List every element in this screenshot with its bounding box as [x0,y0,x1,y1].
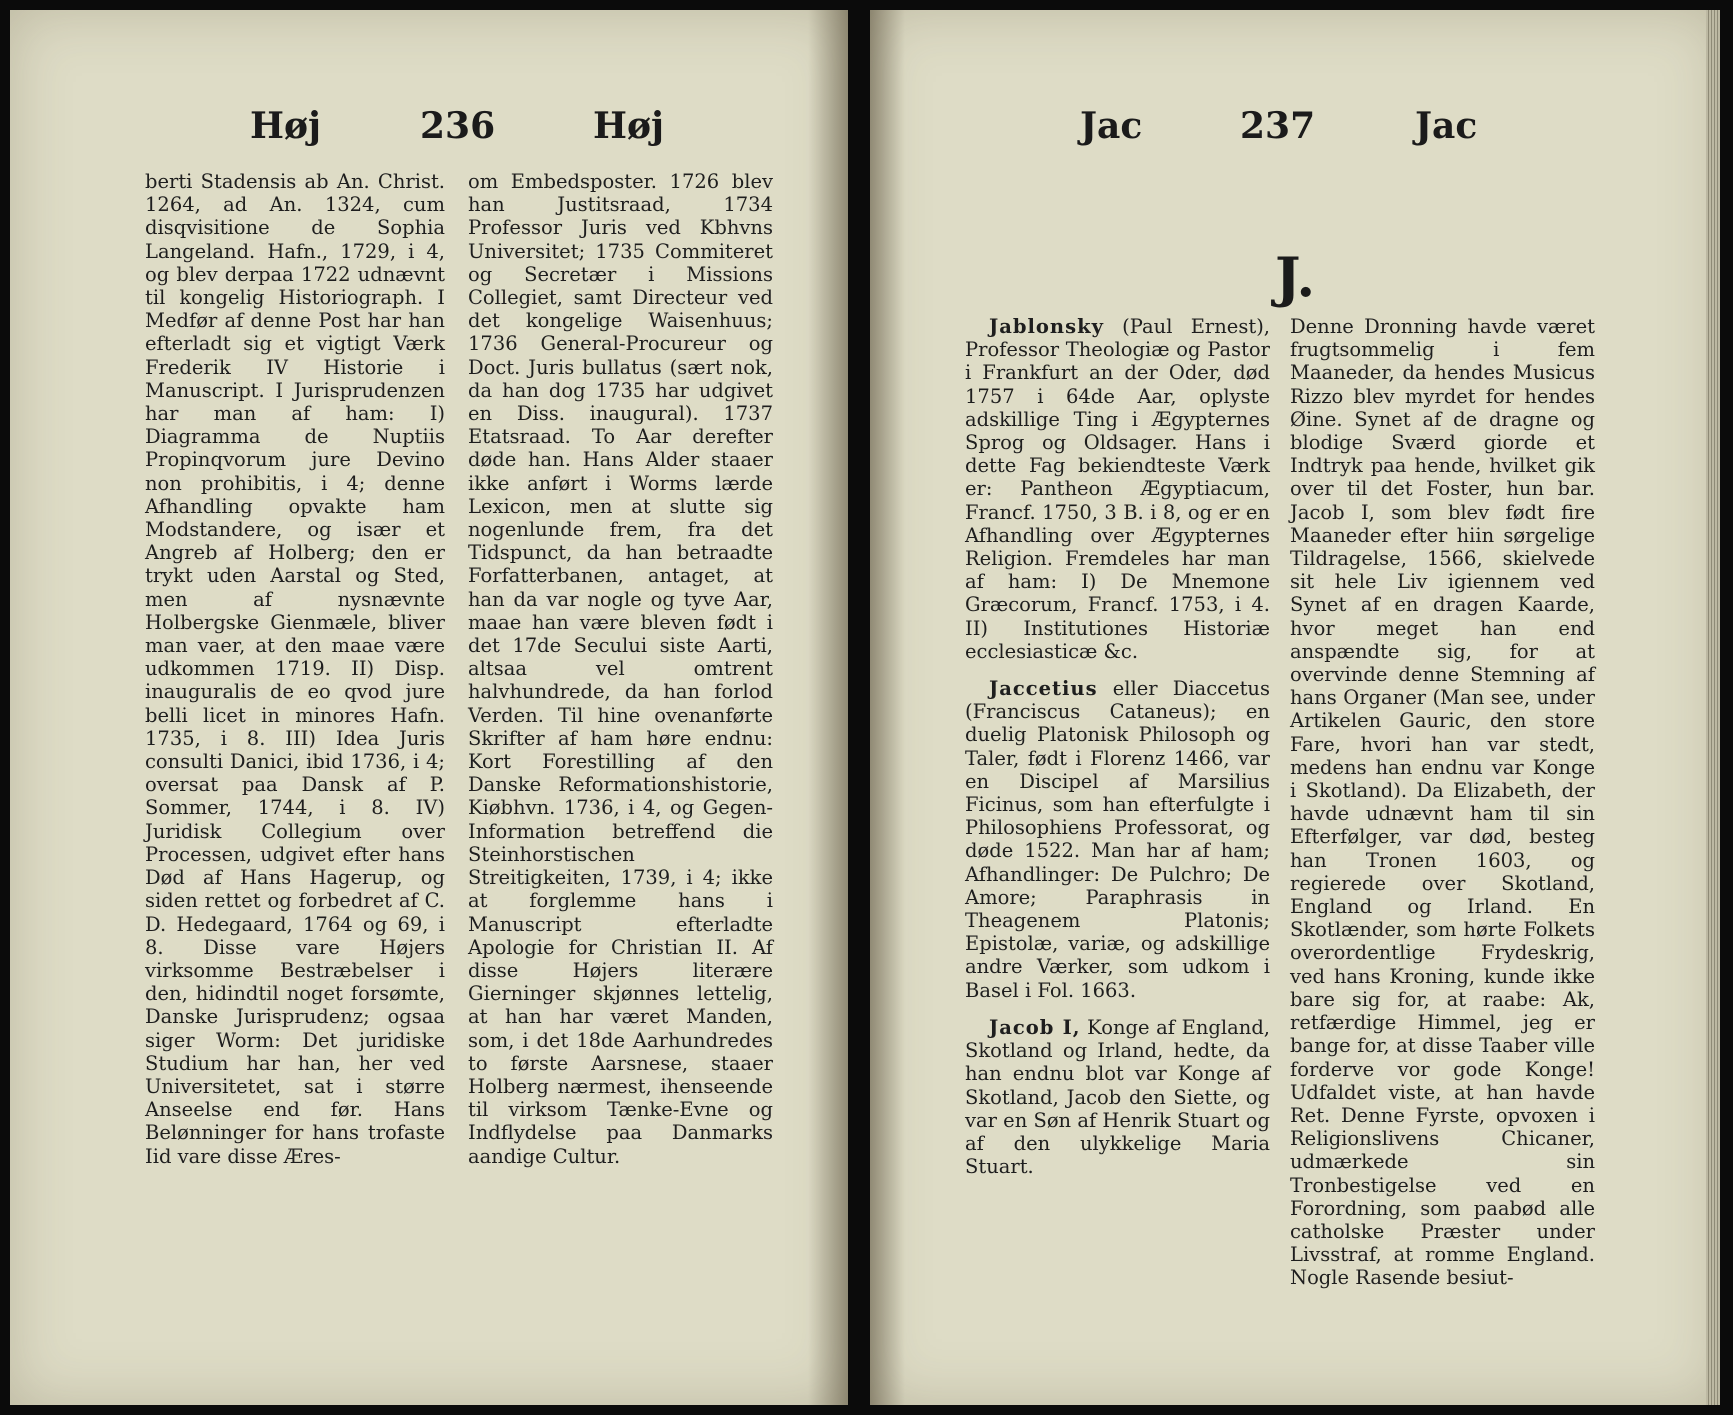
right-running-head [870,105,1720,155]
left-page-number: 236 [420,105,496,147]
right-head-keyword-left: Jac [1080,105,1143,147]
entry-jaccetius-text: eller Diaccetus (Franciscus Cataneus); en duelig Platonisk Philosoph og Taler, født i Florenz 1466, var en Discipel af Marsilius Ficinus, som han efterfulgte i Philosophiens Professorat, og døde 1522. Man har af ham; Afhandlinger: De Pulchro; De Amore; Paraphrasis in Theagenem Platonis; Epistolæ, variæ, og adskillige andre Værker, som udkom i Basel i Fol. 1663. [965,677,1270,1002]
entry-jablonsky [965,315,1270,663]
entry-jablonsky-text: (Paul Ernest), Professor Theologiæ og Pastor i Frankfurt an der Oder, død 1757 i 64de Aar, oplyste adskillige Ting i Ægypternes Sprog og Oldsager. Hans i dette Fag bekiendteste Værk er: Pantheon Ægyptiacum, Francf. 1750, 3 B. i 8, og er en Afhandling over Ægypternes Religion. Fremdeles har man af ham: I) De Mnemone Græcorum, Francf. 1753, i 4. II) Institutiones Historiæ ecclesiasticæ &c. [965,315,1270,663]
entry-jaccetius [965,677,1270,1002]
entry-jaccetius-headword: Jaccetius [989,677,1098,701]
left-col2-text: om Embedsposter. 1726 blev han Justitsraad, 1734 Professor Juris ved Kbhvns Universitet; 1735 Commiteret og Secretær i Missions Collegiet, samt Directeur ved det kongelige Waisenhuus; 1736 General-Procureur og Doct. Juris bullatus (sært nok, da han dog 1735 har udgivet en Diss. inaugural). 1737 Etatsraad. To Aar derefter døde han. Hans Alder staaer ikke anført i Worms lærde Lexicon, men at slutte sig nogenlunde frem, fra det Tidspunct, da han betraadte Forfatterbanen, antaget, at han da var nogle og tyve Aar, maae han være bleven født i det 17de Secului siste Aarti, altsaa vel omtrent halvhundrede, da han forlod Verden. Til hine ovenanførte Skrifter af ham høre endnu: Kort Forestilling af den Danske Reformationshistorie, Kiøbhvn. 1736, i 4, og Gegen-Information betreffend die Steinhorstischen Streitigkeiten, 1739, i 4; ikke at forglemme hans i Manuscript efterladte Apologie for Christian II. Af disse Højers literære Gierninger skjønnes lettelig, at han har været Manden, som, i det 18de Aarhundredes to første Aarsnese, staaer Holberg nærmest, ihenseende til virksom Tænke-Evne og Indflydelse paa Danmarks aandige Cultur. [468,170,773,1168]
left-running-head [10,105,848,155]
entry-jablonsky-headword: Jablonsky [989,315,1104,338]
left-page [10,10,848,1405]
entry-jacob-i-text: Konge af England, Skotland og Irland, hedte, da han endnu blot var Konge af Skotland, Jacob den Siette, og var en Søn af Henrik Stuart og af den ulykkelige Maria Stuart. [965,1015,1271,1179]
left-head-keyword-right: Høj [593,105,665,147]
left-page-column-1 [145,170,445,1182]
right-page [870,10,1720,1405]
left-page-column-2 [468,170,773,1182]
left-head-keyword-left: Høj [250,105,322,147]
right-head-keyword-right: Jac [1415,105,1478,147]
right-col2-text: Denne Dronning havde været frugtsommelig i fem Maaneder, da hendes Musicus Rizzo blev myrdet for hendes Øine. Synet af de dragne og blodige Sværd giorde et Indtryk paa hende, hvilket gik over til det Foster, hun bar. Jacob I, som blev født fire Maaneder efter hiin sørgelige Tildragelse, 1566, skielvede sit hele Liv igiennem ved Synet af en dragen Kaarde, hvor meget han end anspændte sig, for at overvinde denne Stemning af hans Organer (Man see, under Artikelen Gauric, den store Fare, hvori han var stedt, medens han endnu var Konge i Skotland). Da Elizabeth, der havde udnævnt ham til sin Efterfølger, var død, besteg han Tronen 1603, og regierede over Skotland, England og Irland. En Skotlænder, som hørte Folkets overordentlige Frydeskrig, ved hans Kroning, kunde ikke bare sig for, at raabe: Ak, retfærdige Himmel, jeg er bange for, at disse Taaber ville forderve vor gode Konge! Udfaldet viste, at han havde Ret. Denne Fyrste, opvoxen i Religionslivens Chicaner, udmærkede sin Tronbestigelse ved en Forordning, som paabød alle catholske Præster under Livsstraf, at romme England. Nogle Rasende besiut- [1290,315,1595,1290]
right-page-column-2 [1290,315,1595,1304]
right-page-number: 237 [1240,105,1316,147]
right-page-column-1 [965,315,1270,1192]
left-col1-text: berti Stadensis ab An. Christ. 1264, ad An. 1324, cum disqvisitione de Sophia Langeland. Hafn., 1729, i 4, og blev derpaa 1722 udnævnt til kongelig Historiograph. I Medfør af denne Post har han efterladt sig et vigtigt Værk Frederik IV Historie i Manuscript. I Jurisprudenzen har man af ham: I) Diagramma de Nuptiis Propinqvorum jure Devino non prohibitis, i 4; denne Afhandling opvakte ham Modstandere, og især et Angreb af Holberg; den er trykt uden Aarstal og Sted, men af nysnævnte Holbergske Gienmæle, bliver man vaer, at den maae være udkommen 1719. II) Disp. inauguralis de eo qvod jure belli licet in minores Hafn. 1735, i 8. III) Idea Juris consulti Danici, ibid 1736, i 4; oversat paa Dansk af P. Sommer, 1744, i 8. IV) Juridisk Collegium over Processen, udgivet efter hans Død af Hans Hagerup, og siden rettet og forbedret af C. D. Hedegaard, 1764 og 69, i 8. Disse vare Højers virksomme Bestræbelser i den, hidindtil noget forsømte, Danske Jurisprudenz; ogsaa siger Worm: Det juridiske Studium har han, her ved Universitetet, sat i større Anseelse end før. Hans Belønninger for hans trofaste Iid vare disse Æres- [145,170,445,1168]
section-letter: J. [1275,245,1316,309]
entry-jacob-i-headword: Jacob I, [989,1015,1081,1039]
entry-jacob-i [965,1016,1270,1178]
